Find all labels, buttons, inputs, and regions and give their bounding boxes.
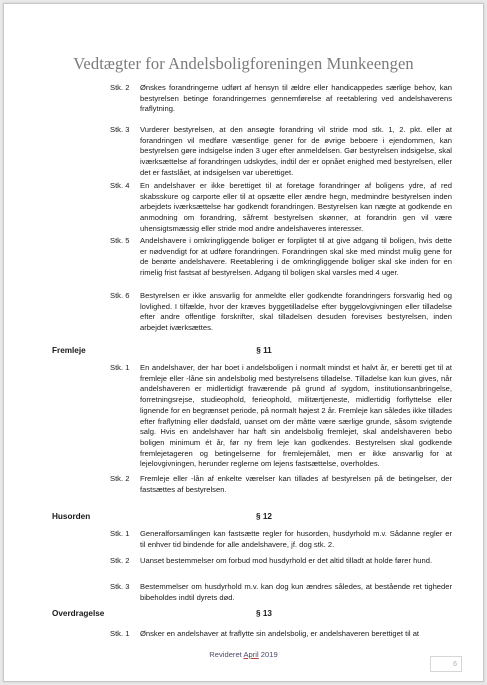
paragraph-label: Stk. 1	[110, 629, 130, 638]
paragraph-label: Stk. 3	[110, 582, 130, 591]
paragraph-text: Andelshavere i omkringliggende boliger er forpligtet til at give adgang til boligen, hvis dette er nødvendigt for at udføre forandringen. Forandringen skal ske med mindst mulig gene for de berørte andelshavere. Reetablering i de omkringliggende boliger skal ske inden for en rimelig frist fastsat af bestyrelsen. Adgang til boligen skal varsles med 4 uger.	[140, 236, 452, 278]
footer-year: 2019	[258, 650, 278, 659]
paragraph-text: Bestemmelser om husdyrhold m.v. kan dog kun ændres således, at bestående ret tigheder bibeholdes indtil dyrets død.	[140, 582, 452, 602]
page-number: 6	[430, 656, 462, 672]
page-footer	[4, 650, 483, 659]
paragraph-label: Stk. 1	[110, 363, 130, 372]
document-title: Vedtægter for Andelsboligforeningen Munkeengen	[73, 54, 414, 73]
paragraph-label: Stk. 2	[110, 474, 130, 483]
section-number: § 11	[256, 346, 272, 355]
footer-revised-label: Revideret	[209, 650, 244, 659]
paragraph-label: Stk. 1	[110, 529, 130, 538]
paragraph-text: Ønsker en andelshaver at fraflytte sin andelsbolig, er andelshaveren berettiget til at	[140, 629, 420, 638]
paragraph-text: Ønskes forandringerne udført af hensyn til ældre eller handicappedes særlige behov, kan bestyrelsen betinge forandringernes gennemførelse af reetablering ved andelshaverens fraflytning.	[140, 83, 452, 114]
paragraph-text: Fremleje eller -lån af enkelte værelser kan tillades af bestyrelsen på de betingelser, der fastsættes af bestyrelsen.	[140, 474, 452, 494]
paragraph-label: Stk. 2	[110, 556, 130, 565]
paragraph-label: Stk. 4	[110, 181, 130, 190]
section-number: § 13	[256, 609, 272, 618]
paragraph-label: Stk. 5	[110, 236, 130, 245]
paragraph-label: Stk. 3	[110, 125, 130, 134]
section-title: Husorden	[52, 512, 91, 521]
paragraph-text: Uanset bestemmelser om forbud mod husdyrhold er det altid tilladt at holde fører hund.	[140, 556, 433, 565]
paragraph-text: Vurderer bestyrelsen, at den ansøgte forandring vil stride mod stk. 1, 2. pkt. eller at forandringen vil medføre væsentlige gener for de øvrige beboere i ejendommen, kan bestyrelsen gøre indsigelse inden 3 uger efter anmeldelsen. Gør bestyrelsen indsigelse, skal iværksættelse af forandringen udskydes, indtil der er opnået enighed med bestyrelsen, eller det er fastslået, at indsigelsen var uberettiget.	[140, 125, 452, 177]
document-page	[3, 3, 484, 682]
paragraph-label: Stk. 2	[110, 83, 130, 92]
footer-month: April	[243, 650, 259, 659]
paragraph-text: En andelshaver er ikke berettiget til at foretage forandringer af boligens ydre, af red skabsskure og carporte eller til at opsætte eller ændre hegn, medmindre bestyrelsen inden arbejdets iværksættelse har godkendt forandringen. Bestyrelsen kan nægte at godkende en anmodning om forandring, såfremt bestyrelsen skønner, at forandrin gen vil være uhensigtsmæssig eller stride mod andre andelshaveres interesser.	[140, 181, 452, 233]
paragraph-text: Bestyrelsen er ikke ansvarlig for anmeldte eller godkendte forandringers forsvarlig hed og lovlighed. I tilfælde, hvor der kræves byggetilladelse efter byggelovgivningen eller tilladelse efter andre offentlige forskrifter, skal tilladelsen desuden forevises bestyrelsen, inden arbejdet iværksættes.	[140, 291, 452, 333]
section-title: Fremleje	[52, 346, 86, 355]
paragraph-text: Generalforsamlingen kan fastsætte regler for husorden, husdyrhold m.v. Sådanne regler er til enhver tid bindende for alle andelshavere, jf. dog stk. 2.	[140, 529, 452, 549]
section-title: Overdragelse	[52, 609, 105, 618]
section-number: § 12	[256, 512, 272, 521]
paragraph-text: En andelshaver, der har boet i andelsboligen i normalt mindst et halvt år, er beretti get til at fremleje eller -låne sin andelsbolig med bestyrelsens tilladelse. Tilladelse kan kun gives, når andelshaveren er midlertidigt fraværende på grund af sygdom, institutionsanbringelse, forretningsrejse, studieophold, ferieophold, militærtjeneste, midlertidig forflyttelse eller lignende for en begrænset periode, på normalt højest 2 år. Fremleje kan således ikke tillades efter fraflytning eller dødsfald, uanset om der måtte være særlige grunde, såsom svigtende salg. Hvis en andelshaver har haft sin andelsbolig fremlejet, skal andelshaveren bebo boligen minimum ét år, før ny frem leje kan godkendes. Bestyrelsen skal godkende fremlejetageren og betingelserne for fremlejemålet, men er ikke ansvarlig for at lejelovgivningen, herunder reglerne om lejens fastsættelse, overholdes.	[140, 363, 452, 469]
paragraph-label: Stk. 6	[110, 291, 130, 300]
